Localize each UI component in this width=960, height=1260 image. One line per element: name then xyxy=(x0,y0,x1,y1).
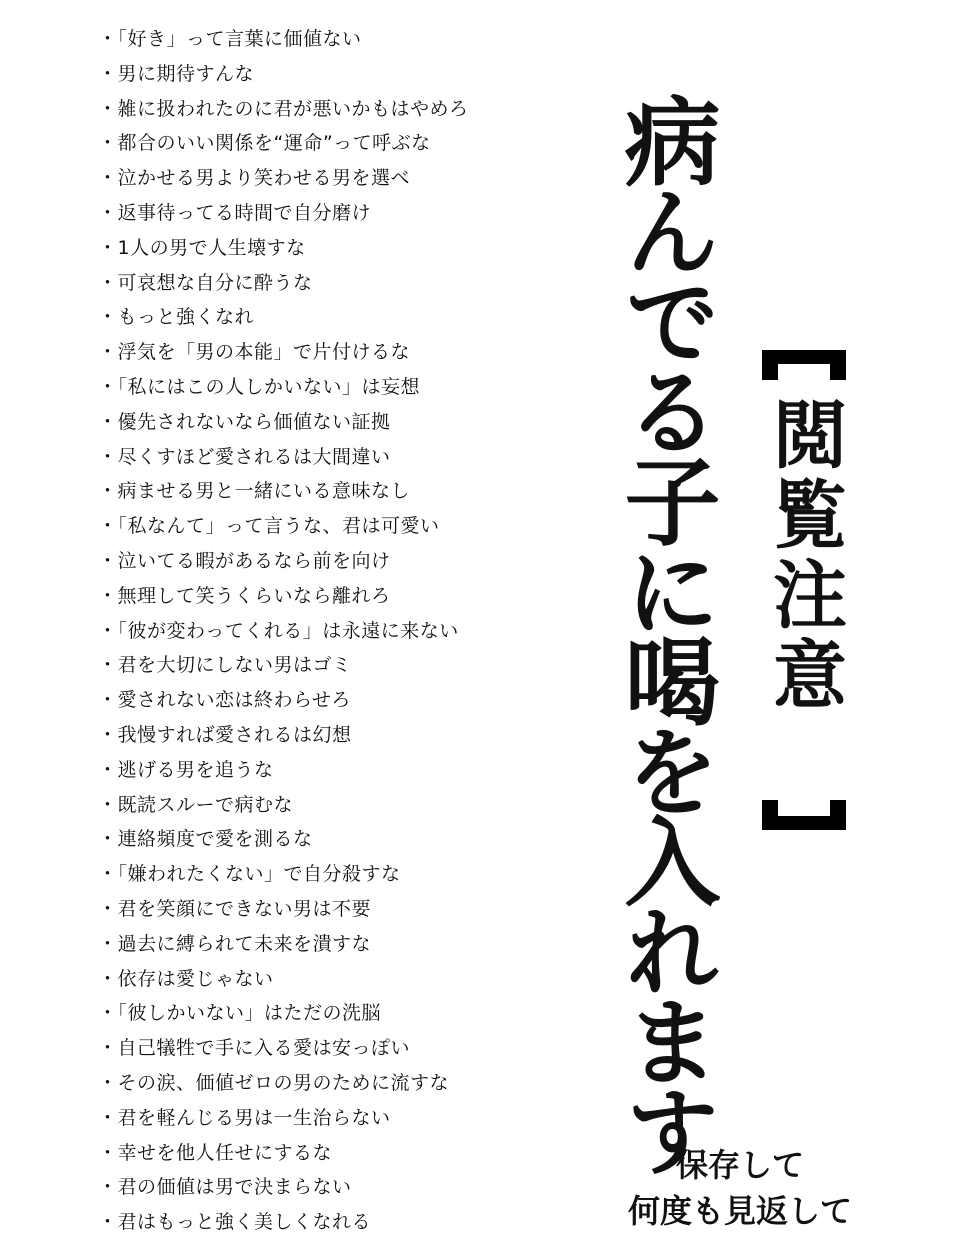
list-item: ・病ませる男と一緒にいる意味なし xyxy=(98,480,411,503)
list-item: ・「彼が変わってくれる」は永遠に来ない xyxy=(98,619,459,642)
list-item: ・連絡頻度で愛を測るな xyxy=(98,828,313,851)
list-item: ・可哀想な自分に酔うな xyxy=(98,271,313,294)
list-item: ・雑に扱われたのに君が悪いかもはやめろ xyxy=(98,97,469,120)
list-item: ・君はもっと強く美しくなれる xyxy=(98,1211,372,1234)
list-item: ・1人の男で人生壊すな xyxy=(98,236,306,259)
list-item: ・我慢すれば愛されるは幻想 xyxy=(98,723,352,746)
list-item: ・自己犠牲で手に入る愛は安っぽい xyxy=(98,1037,411,1060)
list-item: ・君を笑顔にできない男は不要 xyxy=(98,897,372,920)
list-item: ・浮気を「男の本能」で片付けるな xyxy=(98,341,411,364)
list-item: ・「私なんて」って言うな、君は可愛い xyxy=(98,515,440,538)
list-item: ・無理して笑うくらいなら離れろ xyxy=(98,584,391,607)
bracket-top-icon xyxy=(762,350,846,380)
list-item: ・愛されない恋は終わらせろ xyxy=(98,689,351,712)
list-item: ・尽くすほど愛されるは大間違い xyxy=(98,445,391,468)
advice-list xyxy=(98,22,518,1240)
list-item: ・君を大切にしない男はゴミ xyxy=(98,654,352,677)
list-item: ・逃げる男を追うな xyxy=(98,758,274,781)
save-note-line-2: 何度も見返して xyxy=(627,1192,852,1230)
list-item: ・幸せを他人任せにするな xyxy=(98,1141,333,1164)
bracket-bottom-icon xyxy=(762,800,846,830)
list-item: ・「好き」って言葉に価値ない xyxy=(98,28,362,50)
list-item: ・返事待ってる時間で自分磨け xyxy=(98,201,372,224)
list-item: ・君を軽んじる男は一生治らない xyxy=(98,1106,391,1129)
list-item: ・泣いてる暇があるなら前を向け xyxy=(98,549,391,572)
list-item: ・過去に縛られて未来を潰すな xyxy=(98,932,372,955)
list-item: ・既読スルーで病むな xyxy=(98,793,294,816)
vertical-heading: 病んでる子に喝を入れます xyxy=(609,92,721,1172)
list-item: ・「嫌われたくない」で自分殺すな xyxy=(98,863,401,886)
list-item: ・都合のいい関係を“運命”って呼ぶな xyxy=(98,132,431,155)
list-item: ・その涙、価値ゼロの男のために流すな xyxy=(98,1071,450,1094)
list-item: ・依存は愛じゃない xyxy=(98,967,274,990)
warning-text: 閲覧注意 xyxy=(761,396,847,716)
save-note-line-1: 保存して xyxy=(675,1146,804,1184)
list-item: ・「彼しかいない」はただの洗脳 xyxy=(98,1002,382,1025)
list-item: ・「私にはこの人しかいない」は妄想 xyxy=(98,375,421,398)
list-item: ・君の価値は男で決まらない xyxy=(98,1176,352,1199)
list-item: ・優先されないなら価値ない証拠 xyxy=(98,410,391,433)
list-item: ・もっと強くなれ xyxy=(98,306,255,329)
list-item: ・泣かせる男より笑わせる男を選べ xyxy=(98,167,411,190)
save-note xyxy=(600,1142,880,1234)
warning-label xyxy=(756,350,852,830)
list-item: ・男に期待すんな xyxy=(98,62,255,85)
